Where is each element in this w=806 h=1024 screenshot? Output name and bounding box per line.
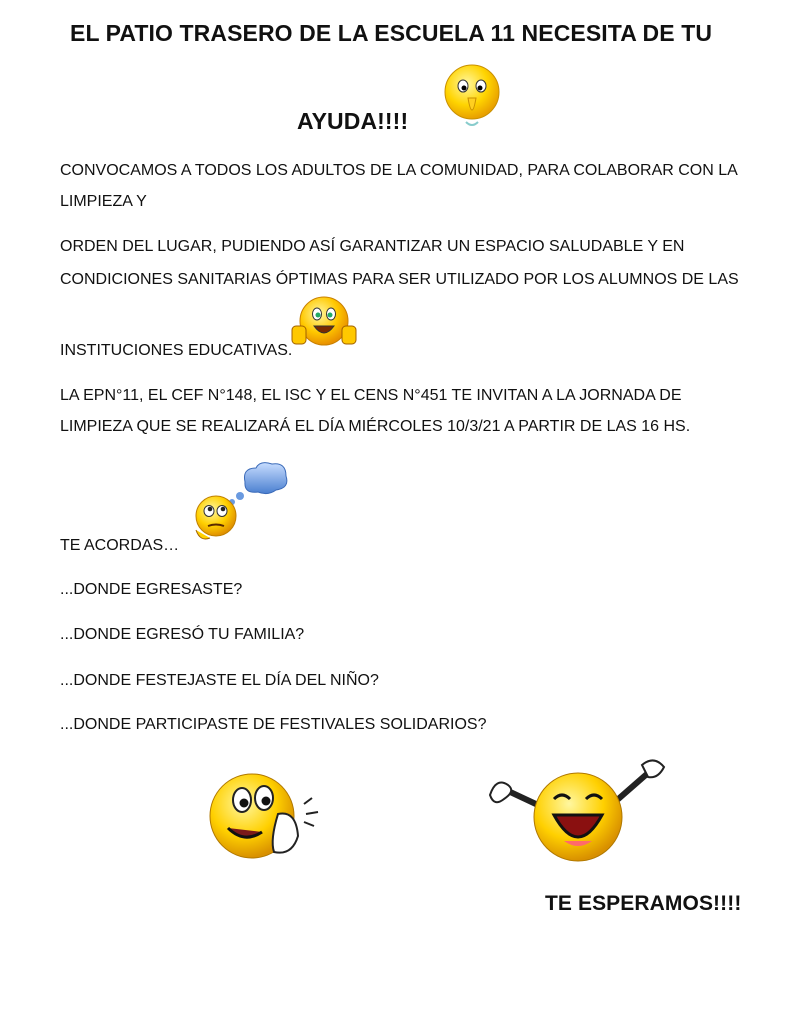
cheering-emoji-icon: [482, 755, 670, 867]
question-line: ...DONDE EGRESASTE?: [60, 581, 243, 598]
paragraph-line: LIMPIEZA Y: [60, 193, 147, 210]
clapping-emoji-icon: [204, 770, 326, 862]
paragraph-line: LIMPIEZA QUE SE REALIZARÁ EL DÍA MIÉRCOLES 10/3/21 A PARTIR DE LAS 16 HS.: [60, 418, 691, 435]
page-title-line1: EL PATIO TRASERO DE LA ESCUELA 11 NECESITA DE TU: [70, 20, 713, 46]
paragraph-line: CONVOCAMOS A TODOS LOS ADULTOS DE LA COMUNIDAD, PARA COLABORAR CON LA: [60, 162, 738, 179]
thinking-emoji-icon: [190, 460, 290, 550]
paragraph-line: ORDEN DEL LUGAR, PUDIENDO ASÍ GARANTIZAR UN ESPACIO SALUDABLE Y EN: [60, 238, 685, 255]
question-line: ...DONDE FESTEJASTE EL DÍA DEL NIÑO?: [60, 672, 379, 689]
question-line: TE ACORDAS…: [60, 537, 180, 554]
praying-emoji-icon: [440, 62, 505, 130]
paragraph-line: LA EPN°11, EL CEF N°148, EL ISC Y EL CENS N°451 TE INVITAN A LA JORNADA DE: [60, 387, 682, 404]
closing-text: TE ESPERAMOS!!!!: [545, 892, 742, 915]
paragraph-line: INSTITUCIONES EDUCATIVAS.: [60, 342, 293, 359]
question-line: ...DONDE PARTICIPASTE DE FESTIVALES SOLIDARIOS?: [60, 716, 487, 733]
question-line: ...DONDE EGRESÓ TU FAMILIA?: [60, 626, 305, 643]
paragraph-line: CONDICIONES SANITARIAS ÓPTIMAS PARA SER UTILIZADO POR LOS ALUMNOS DE LAS: [60, 271, 739, 288]
thumbs-up-emoji-icon: [286, 294, 362, 356]
page-title-line2: AYUDA!!!!: [297, 108, 409, 134]
